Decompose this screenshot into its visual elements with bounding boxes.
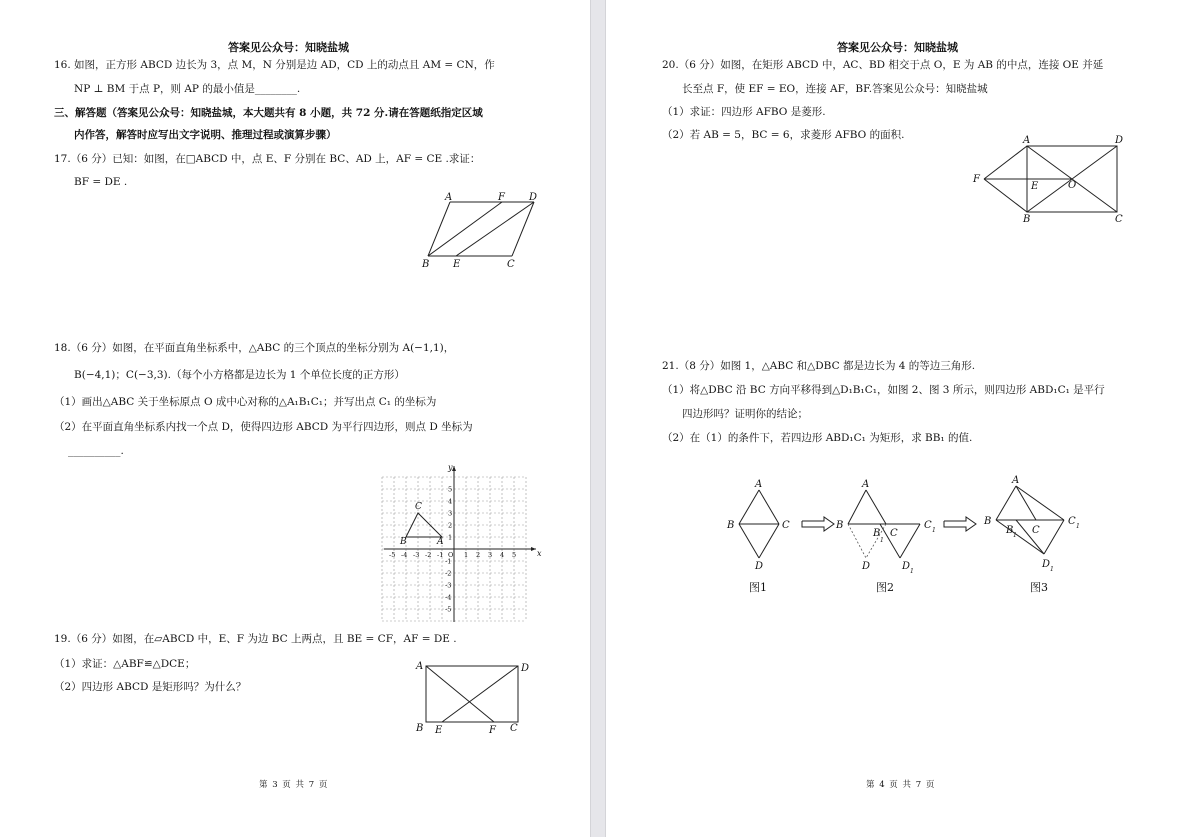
fig2-label-B1-sub: 1: [880, 537, 884, 544]
x-tick-label: -5: [389, 551, 396, 559]
label-A: A: [445, 192, 453, 203]
fig3-label-C: C: [1032, 525, 1040, 536]
section3-heading-line1: 三、解答题（答案见公众号：知晓盐城，本大题共有 8 小题，共 72 分.请在答题纸指定区域: [54, 107, 483, 119]
q19-part2: （2）四边形 ABCD 是矩形吗？为什么？: [54, 681, 247, 693]
q17-line1: 17.（6 分）已知：如图，在□ABCD 中，点 E、F 分别在 BC、AD 上，AF = CE .求证：: [54, 153, 481, 165]
label-B: B: [416, 723, 424, 734]
label-E: E: [1031, 181, 1039, 192]
q19-rectangle-figure: [412, 656, 528, 736]
label-A: A: [1023, 135, 1031, 146]
label-A: A: [416, 661, 424, 672]
label-E: E: [453, 259, 461, 270]
x-tick-label: 4: [500, 551, 505, 559]
q20-rhombus-figure: [966, 132, 1136, 224]
q21-part1-line2: 四边形吗？证明你的结论；: [682, 408, 808, 420]
q20-part2: （2）若 AB = 5，BC = 6，求菱形 AFBO 的面积.: [662, 129, 905, 141]
y-tick-label: 2: [448, 521, 453, 530]
y-tick-label: -1: [445, 557, 452, 566]
label-F: F: [973, 174, 980, 185]
x-tick-label: 3: [488, 551, 493, 559]
y-tick-label: 5: [448, 485, 453, 494]
y-tick-label: -3: [445, 581, 452, 590]
q18-part1: （1）画出△ABC 关于坐标原点 O 成中心对称的△A₁B₁C₁；并写出点 C₁ 的坐标为: [54, 396, 437, 408]
q21-part2: （2）在（1）的条件下，若四边形 ABD₁C₁ 为矩形，求 BB₁ 的值.: [662, 432, 973, 444]
fig3-label-C1-sub: 1: [1076, 523, 1080, 530]
fig2-label-C1-sub: 1: [932, 527, 936, 534]
fig2-label-B1: B: [873, 528, 881, 539]
y-axis-label: y: [448, 463, 453, 472]
page-right: [606, 0, 1199, 837]
arrow-right-icon: [944, 517, 976, 531]
q18-line2: B(−4,1)；C(−3,3).（每个小方格都是边长为 1 个单位长度的正方形）: [74, 369, 405, 381]
fig1-label-C: C: [782, 520, 790, 531]
fig2-label-D1-sub: 1: [910, 568, 914, 575]
x-tick-label: 5: [512, 551, 517, 559]
label-C: C: [510, 723, 518, 734]
fig3-label-D1: D: [1042, 559, 1051, 570]
q19-part1: （1）求证：△ABF≌△DCE；: [54, 658, 196, 670]
q20-line2: 长至点 F，使 EF = EO，连接 AF，BF.答案见公众号：知晓盐城: [682, 83, 988, 95]
y-tick-label: -5: [445, 605, 452, 614]
label-C: C: [1115, 214, 1123, 225]
fig3-caption: 图3: [1030, 581, 1048, 594]
fig1-label-A: A: [755, 479, 763, 490]
x-tick-label: -2: [425, 551, 432, 559]
label-F: F: [498, 192, 505, 203]
label-B: B: [400, 537, 407, 547]
q18-part2: （2）在平面直角坐标系内找一个点 D，使得四边形 ABCD 为平行四边形，则点 D 坐标为: [54, 421, 473, 433]
y-tick-label: 1: [448, 533, 453, 542]
label-B: B: [422, 259, 430, 270]
y-tick-label: 3: [448, 509, 453, 518]
fig1-label-B: B: [727, 520, 735, 531]
x-axis-label: x: [537, 549, 542, 558]
q20-part1: （1）求证：四边形 AFBO 是菱形.: [662, 106, 826, 118]
fig2-label-D: D: [862, 561, 871, 572]
q17-line2: BF = DE .: [74, 176, 128, 188]
fig3-label-D1-sub: 1: [1050, 566, 1054, 573]
page-left: [0, 0, 590, 837]
fig3-label-B1: B: [1006, 525, 1014, 536]
q16-line1: 16. 如图，正方形 ABCD 边长为 3，点 M，N 分别是边 AD，CD 上的动点且 AM = CN，作: [54, 59, 495, 71]
fig3-label-C1: C: [1068, 516, 1076, 527]
x-tick-label: -3: [413, 551, 420, 559]
fig2-label-C: C: [890, 528, 898, 539]
q21-part1-line1: （1）将△DBC 沿 BC 方向平移得到△D₁B₁C₁，如图 2、图 3 所示，则四边形 ABD₁C₁ 是平行: [662, 384, 1105, 396]
arrow-right-icon: [802, 517, 834, 531]
page-header: 答案见公众号：知晓盐城: [228, 41, 349, 54]
x-tick-label: O: [448, 551, 454, 559]
label-D: D: [1115, 135, 1124, 146]
label-D: D: [521, 663, 530, 674]
fig2-label-C1: C: [924, 520, 932, 531]
x-tick-label: -1: [437, 551, 444, 559]
fig3-label-B1-sub: 1: [1013, 532, 1017, 539]
fig3-label-A: A: [1012, 475, 1020, 486]
x-tick-label: 2: [476, 551, 481, 559]
q19-line1: 19.（6 分）如图，在▱ABCD 中，E、F 为边 BC 上两点，且 BE = CF，AF = DE .: [54, 633, 457, 645]
fig2-label-A: A: [862, 479, 870, 490]
q20-line1: 20.（6 分）如图，在矩形 ABCD 中，AC、BD 相交于点 O，E 为 AB 的中点，连接 OE 并延: [662, 59, 1104, 71]
q21-translation-figures: [716, 470, 1096, 602]
q21-line1: 21.（8 分）如图 1，△ABC 和△DBC 都是边长为 4 的等边三角形.: [662, 360, 976, 372]
page-footer: 第 4 页 共 7 页: [866, 780, 936, 790]
label-A: A: [437, 537, 444, 547]
page-footer: 第 3 页 共 7 页: [259, 780, 329, 790]
section3-heading-line2: 内作答，解答时应写出文字说明、推理过程或演算步骤）: [74, 129, 337, 141]
fig2-label-D1: D: [902, 561, 911, 572]
y-tick-label: 4: [448, 497, 453, 506]
label-O: O: [1068, 180, 1077, 191]
x-tick-label: -4: [401, 551, 408, 559]
label-F: F: [489, 725, 496, 736]
page-header: 答案见公众号：知晓盐城: [837, 41, 958, 54]
fig3-label-B: B: [984, 516, 992, 527]
q16-line2: NP ⊥ BM 于点 P，则 AP 的最小值是________.: [74, 83, 301, 95]
y-tick-label: -4: [445, 593, 452, 602]
fig2-caption: 图2: [876, 581, 894, 594]
fig1-caption: 图1: [749, 581, 767, 594]
q18-coordinate-grid: [380, 462, 542, 626]
label-E: E: [435, 725, 443, 736]
fig1-label-D: D: [755, 561, 764, 572]
label-C: C: [507, 259, 515, 270]
y-tick-label: -2: [445, 569, 452, 578]
page-gutter: [590, 0, 606, 837]
x-tick-label: 1: [464, 551, 469, 559]
label-B: B: [1023, 214, 1031, 225]
label-C: C: [415, 502, 422, 512]
label-D: D: [529, 192, 538, 203]
q17-parallelogram-figure: [416, 190, 546, 270]
q18-blank: __________.: [68, 445, 124, 457]
q18-line1: 18.（6 分）如图，在平面直角坐标系中，△ABC 的三个顶点的坐标分别为 A(−1,1)，: [54, 342, 455, 354]
fig2-label-B: B: [836, 520, 844, 531]
